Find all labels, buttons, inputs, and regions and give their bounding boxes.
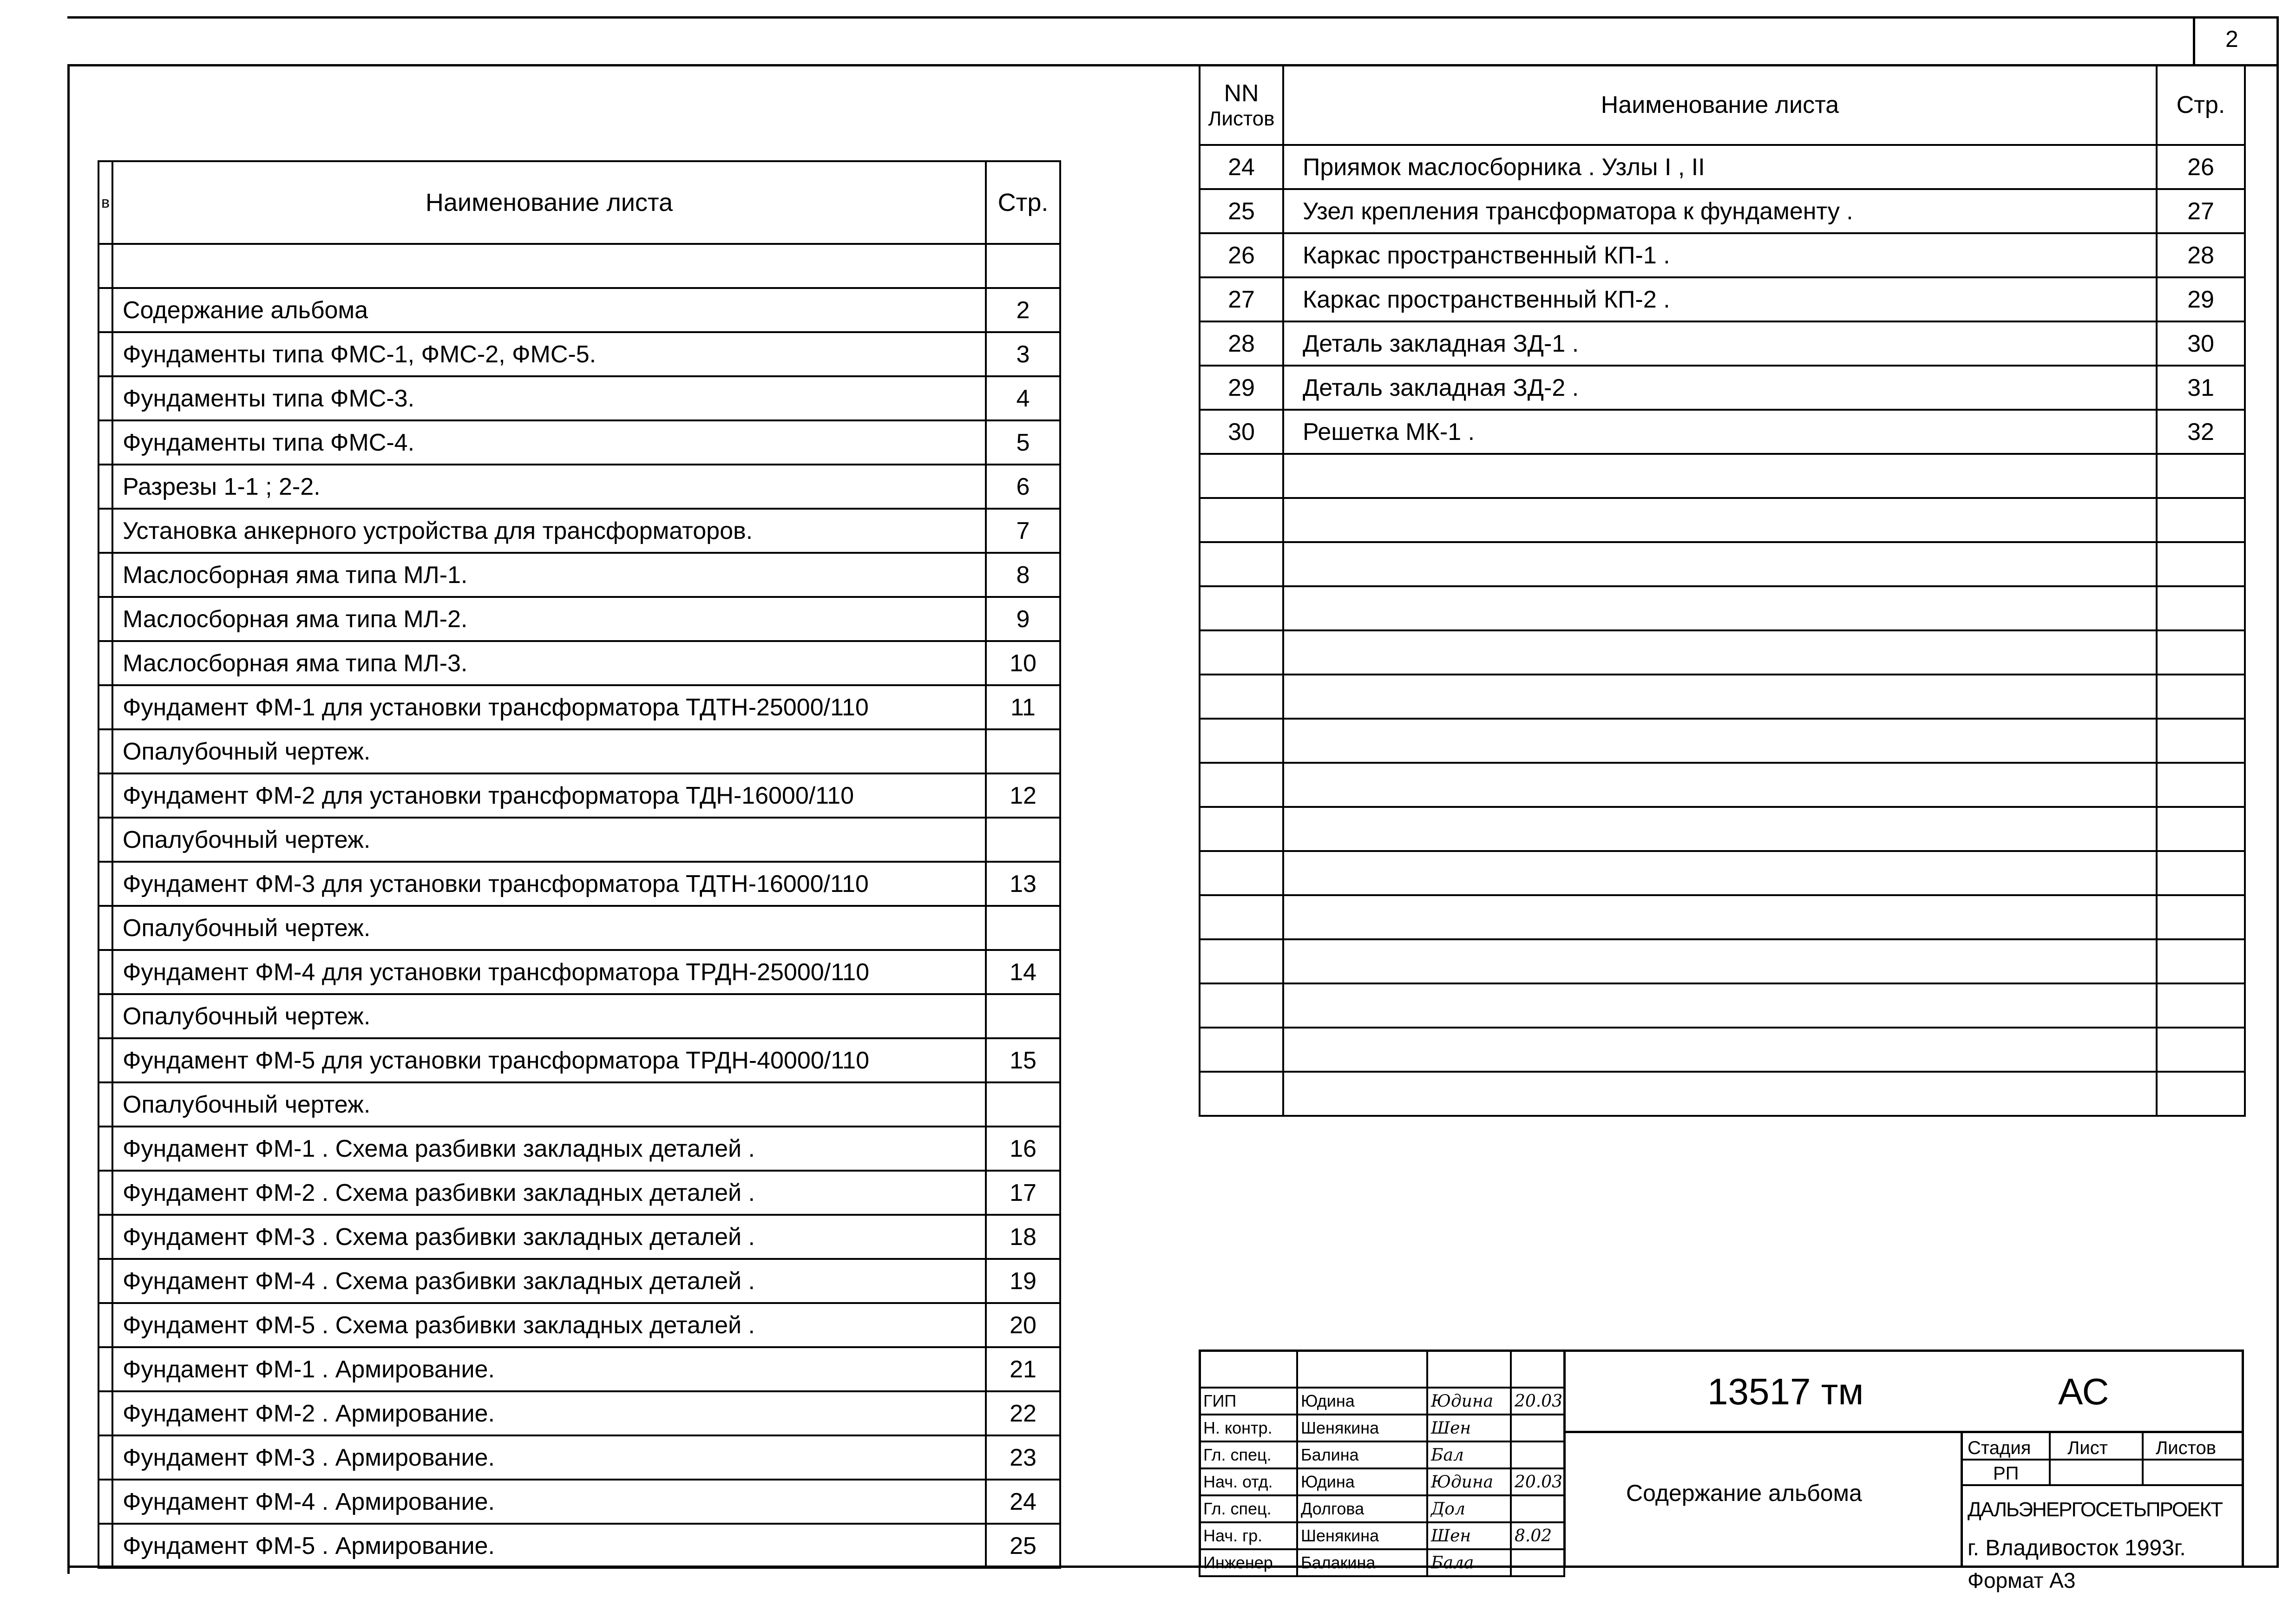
right-table-row: [1200, 321, 2245, 366]
title-block: [1199, 1350, 2244, 1572]
left-table-row: [98, 1215, 1060, 1259]
right-table-row: [1200, 851, 2245, 895]
left-row-page: 24: [986, 1480, 1060, 1524]
right-table-row: [1200, 542, 2245, 586]
left-table-row: [98, 818, 1060, 862]
right-row-num: [1200, 630, 1283, 675]
tb-stage-h1: [1961, 1459, 2244, 1461]
left-row-marker: [98, 1171, 112, 1215]
left-row-name: Содержание альбома: [112, 288, 986, 332]
signature-mark: Дол: [1427, 1495, 1511, 1522]
left-table-row: [98, 1303, 1060, 1347]
right-row-page: 29: [2157, 277, 2245, 321]
left-row-page: 22: [986, 1391, 1060, 1435]
right-table-row: [1200, 586, 2245, 630]
left-row-page: [986, 729, 1060, 773]
right-row-page: [2157, 454, 2245, 498]
left-row-marker: [98, 1082, 112, 1127]
signature-name: Долгова: [1297, 1495, 1427, 1522]
right-row-name: [1283, 851, 2157, 895]
right-row-num: [1200, 1028, 1283, 1072]
right-table-row: [1200, 233, 2245, 277]
right-row-name: Каркас пространственный КП-1 .: [1283, 233, 2157, 277]
signature-mark: Юдина: [1427, 1388, 1511, 1415]
left-row-marker: [98, 332, 112, 376]
left-table-row: [98, 1127, 1060, 1171]
signature-row: [1200, 1549, 1564, 1576]
signature-date: [1511, 1495, 1564, 1522]
right-row-page: 28: [2157, 233, 2245, 277]
right-row-num: [1200, 542, 1283, 586]
left-row-name: Фундамент ФМ-5 . Схема разбивки закладных деталей .: [112, 1303, 986, 1347]
left-row-name: Разрезы 1-1 ; 2-2.: [112, 465, 986, 509]
left-row-name: Фундамент ФМ-2 . Схема разбивки закладных деталей .: [112, 1171, 986, 1215]
right-row-name: [1283, 807, 2157, 851]
right-row-num: [1200, 895, 1283, 939]
left-row-page: 5: [986, 420, 1060, 465]
signature-row: [1200, 1415, 1564, 1441]
sheet-label: Лист: [2067, 1438, 2108, 1458]
left-row-page: 11: [986, 685, 1060, 729]
stage-label: Стадия: [1968, 1438, 2031, 1458]
signature-role: ГИП: [1200, 1388, 1297, 1415]
sig-top-v3: [1510, 1350, 1512, 1388]
format-label: Формат А3: [1968, 1568, 2076, 1592]
left-table-row: [98, 288, 1060, 332]
left-row-name: Установка анкерного устройства для трансформаторов.: [112, 509, 986, 553]
left-row-marker: [98, 553, 112, 597]
left-row-name: Фундамент ФМ-4 . Армирование.: [112, 1480, 986, 1524]
left-table-row: [98, 376, 1060, 420]
left-row-page: 15: [986, 1038, 1060, 1082]
right-table-row: [1200, 498, 2245, 542]
left-row-name: Фундамент ФМ-1 для установки трансформатора ТДТН-25000/110: [112, 685, 986, 729]
left-row-name: Фундамент ФМ-4 . Схема разбивки закладных деталей .: [112, 1259, 986, 1303]
right-row-page: 32: [2157, 410, 2245, 454]
left-table-row: [98, 244, 1060, 288]
left-row-name: Фундамент ФМ-1 . Схема разбивки закладных деталей .: [112, 1127, 986, 1171]
signature-table: [1199, 1387, 1565, 1577]
signature-date: 20.03: [1511, 1468, 1564, 1495]
right-row-name: Узел крепления трансформатора к фундаменту .: [1283, 189, 2157, 233]
left-table-row: [98, 465, 1060, 509]
signature-name: Шенякина: [1297, 1522, 1427, 1549]
right-row-num: [1200, 1072, 1283, 1116]
left-row-marker: [98, 597, 112, 641]
right-row-num: [1200, 939, 1283, 983]
left-contents-table: [98, 160, 1061, 1569]
left-row-page: 4: [986, 376, 1060, 420]
right-row-page: 26: [2157, 145, 2245, 189]
left-row-page: 7: [986, 509, 1060, 553]
left-row-marker: [98, 1215, 112, 1259]
left-row-marker: [98, 1347, 112, 1391]
left-row-name: Фундамент ФМ-3 . Схема разбивки закладных деталей .: [112, 1215, 986, 1259]
left-row-page: 16: [986, 1127, 1060, 1171]
left-table-row: [98, 332, 1060, 376]
left-row-page: 12: [986, 773, 1060, 818]
signature-role: Гл. спец.: [1200, 1495, 1297, 1522]
left-table-row: [98, 1391, 1060, 1435]
left-row-page: 20: [986, 1303, 1060, 1347]
signature-row: [1200, 1388, 1564, 1415]
left-row-page: 13: [986, 862, 1060, 906]
right-col-num-header-line1: NN: [1224, 80, 1259, 107]
left-row-page: 2: [986, 288, 1060, 332]
right-row-name: [1283, 939, 2157, 983]
left-row-marker: [98, 818, 112, 862]
left-row-name: Фундамент ФМ-2 . Армирование.: [112, 1391, 986, 1435]
left-row-page: [986, 906, 1060, 950]
right-row-page: [2157, 851, 2245, 895]
left-row-name: Фундамент ФМ-2 для установки трансформатора ТДН-16000/110: [112, 773, 986, 818]
left-row-name: Опалубочный чертеж.: [112, 906, 986, 950]
left-table-row: [98, 773, 1060, 818]
right-table-row: [1200, 366, 2245, 410]
right-row-name: Решетка МК-1 .: [1283, 410, 2157, 454]
right-row-num: 26: [1200, 233, 1283, 277]
signature-role: Гл. спец.: [1200, 1441, 1297, 1468]
left-row-page: 3: [986, 332, 1060, 376]
left-table-row: [98, 553, 1060, 597]
left-table-row: [98, 1347, 1060, 1391]
left-table-row: [98, 950, 1060, 994]
right-row-num: [1200, 807, 1283, 851]
right-row-name: [1283, 498, 2157, 542]
right-row-page: [2157, 763, 2245, 807]
signature-role: Инженер: [1200, 1549, 1297, 1576]
sig-top-v1: [1296, 1350, 1298, 1388]
left-row-page: 25: [986, 1524, 1060, 1568]
left-row-name: Фундамент ФМ-3 для установки трансформатора ТДТН-16000/110: [112, 862, 986, 906]
left-row-page: [986, 1082, 1060, 1127]
right-row-name: Деталь закладная ЗД-1 .: [1283, 321, 2157, 366]
right-row-name: Приямок маслосборника . Узлы I , II: [1283, 145, 2157, 189]
left-table-row: [98, 685, 1060, 729]
left-row-marker: [98, 773, 112, 818]
sheets-label: Листов: [2156, 1438, 2216, 1458]
left-row-marker: [98, 1435, 112, 1480]
right-row-num: [1200, 983, 1283, 1028]
left-row-page: 6: [986, 465, 1060, 509]
left-col-name-header: Наименование листа: [112, 161, 986, 244]
tb-stage-h2: [1961, 1484, 2244, 1486]
left-row-name: Фундамент ФМ-5 . Армирование.: [112, 1524, 986, 1568]
right-table-row: [1200, 189, 2245, 233]
left-table-row: [98, 729, 1060, 773]
left-row-marker: [98, 1259, 112, 1303]
right-table-row: [1200, 277, 2245, 321]
doc-title: Содержание альбома: [1626, 1480, 1862, 1506]
tb-right-v: [1961, 1431, 1963, 1568]
top-border-line: [67, 16, 2279, 19]
right-row-name: [1283, 763, 2157, 807]
left-col-page-header: Стр.: [986, 161, 1060, 244]
sig-top-v2: [1426, 1350, 1428, 1388]
left-row-marker: [98, 1303, 112, 1347]
signature-row: [1200, 1522, 1564, 1549]
left-row-marker: [98, 685, 112, 729]
right-row-name: [1283, 895, 2157, 939]
left-row-marker: [98, 729, 112, 773]
left-row-name: Опалубочный чертеж.: [112, 818, 986, 862]
left-row-marker: [98, 465, 112, 509]
left-table-row: [98, 1524, 1060, 1568]
left-row-name: Фундамент ФМ-3 . Армирование.: [112, 1435, 986, 1480]
right-row-num: 25: [1200, 189, 1283, 233]
right-table-row: [1200, 763, 2245, 807]
right-row-num: 28: [1200, 321, 1283, 366]
right-row-page: [2157, 983, 2245, 1028]
left-row-marker: [98, 641, 112, 685]
left-row-marker: [98, 509, 112, 553]
left-row-name: Фундаменты типа ФМС-1, ФМС-2, ФМС-5.: [112, 332, 986, 376]
right-row-num: [1200, 586, 1283, 630]
signature-date: [1511, 1415, 1564, 1441]
right-row-name: [1283, 1072, 2157, 1116]
frame-left-line: [67, 64, 70, 1574]
signature-row: [1200, 1495, 1564, 1522]
signature-date: 20.03: [1511, 1388, 1564, 1415]
right-row-name: Деталь закладная ЗД-2 .: [1283, 366, 2157, 410]
left-row-name: Фундаменты типа ФМС-3.: [112, 376, 986, 420]
left-row-page: 19: [986, 1259, 1060, 1303]
right-col-name-header: Наименование листа: [1283, 65, 2157, 145]
right-row-page: [2157, 719, 2245, 763]
left-row-page: [986, 994, 1060, 1038]
left-row-marker: [98, 1127, 112, 1171]
right-table-row: [1200, 895, 2245, 939]
left-row-name: Фундаменты типа ФМС-4.: [112, 420, 986, 465]
right-contents-table: [1199, 64, 2246, 1117]
company-name: ДАЛЬЭНЕРГОСЕТЬПРОЕКТ: [1968, 1498, 2223, 1521]
right-row-page: 27: [2157, 189, 2245, 233]
signature-name: Юдина: [1297, 1468, 1427, 1495]
signature-role: Нач. гр.: [1200, 1522, 1297, 1549]
signature-mark: Шен: [1427, 1522, 1511, 1549]
left-row-page: [986, 818, 1060, 862]
right-row-num: [1200, 763, 1283, 807]
right-table-row: [1200, 145, 2245, 189]
city-year: г. Владивосток 1993г.: [1968, 1536, 2186, 1560]
left-row-name: [112, 244, 986, 288]
sig-top-v4: [1563, 1350, 1566, 1568]
right-row-name: [1283, 983, 2157, 1028]
left-row-page: 18: [986, 1215, 1060, 1259]
left-row-page: 14: [986, 950, 1060, 994]
signature-row: [1200, 1441, 1564, 1468]
right-row-num: [1200, 498, 1283, 542]
left-row-page: 17: [986, 1171, 1060, 1215]
left-table-row: [98, 1038, 1060, 1082]
left-row-page: 21: [986, 1347, 1060, 1391]
right-row-num: [1200, 675, 1283, 719]
left-row-name: Опалубочный чертеж.: [112, 729, 986, 773]
right-table-row: [1200, 1028, 2245, 1072]
tb-stage-v2: [2142, 1431, 2144, 1485]
right-row-num: 29: [1200, 366, 1283, 410]
signature-row: [1200, 1468, 1564, 1495]
signature-name: Юдина: [1297, 1388, 1427, 1415]
right-table-row: [1200, 939, 2245, 983]
right-row-num: [1200, 454, 1283, 498]
signature-role: Нач. отд.: [1200, 1468, 1297, 1495]
right-col-num-header: [1200, 65, 1283, 145]
left-row-page: 23: [986, 1435, 1060, 1480]
right-table-row: [1200, 630, 2245, 675]
right-row-name: [1283, 454, 2157, 498]
signature-date: [1511, 1441, 1564, 1468]
left-row-name: Опалубочный чертеж.: [112, 1082, 986, 1127]
left-row-page: 8: [986, 553, 1060, 597]
left-row-name: Маслосборная яма типа МЛ-1.: [112, 553, 986, 597]
left-row-name: Опалубочный чертеж.: [112, 994, 986, 1038]
right-row-page: 31: [2157, 366, 2245, 410]
left-table-row: [98, 1171, 1060, 1215]
right-row-name: [1283, 1028, 2157, 1072]
left-row-name: Маслосборная яма типа МЛ-2.: [112, 597, 986, 641]
signature-mark: Бал: [1427, 1441, 1511, 1468]
left-row-marker: [98, 994, 112, 1038]
left-table-row: [98, 862, 1060, 906]
left-table-row: [98, 1082, 1060, 1127]
left-table-row: [98, 1259, 1060, 1303]
tb-stage-v1: [2049, 1431, 2051, 1485]
right-table-row: [1200, 675, 2245, 719]
right-row-page: [2157, 675, 2245, 719]
left-row-page: 9: [986, 597, 1060, 641]
left-row-page: 10: [986, 641, 1060, 685]
left-row-marker: [98, 420, 112, 465]
signature-name: Шенякина: [1297, 1415, 1427, 1441]
left-row-marker: [98, 1391, 112, 1435]
right-row-page: [2157, 939, 2245, 983]
left-row-marker: [98, 950, 112, 994]
right-table-row: [1200, 983, 2245, 1028]
right-row-page: [2157, 586, 2245, 630]
right-row-num: 30: [1200, 410, 1283, 454]
left-row-name: Фундамент ФМ-5 для установки трансформатора ТРДН-40000/110: [112, 1038, 986, 1082]
left-table-row: [98, 597, 1060, 641]
signature-name: Балакина: [1297, 1549, 1427, 1576]
right-row-page: [2157, 807, 2245, 851]
right-col-page-header: Стр.: [2157, 65, 2245, 145]
right-row-num: [1200, 719, 1283, 763]
stage-value: РП: [1993, 1463, 2019, 1484]
left-row-name: Фундамент ФМ-4 для установки трансформатора ТРДН-25000/110: [112, 950, 986, 994]
right-row-page: [2157, 542, 2245, 586]
right-row-name: [1283, 630, 2157, 675]
left-row-marker: [98, 1038, 112, 1082]
right-row-page: [2157, 1072, 2245, 1116]
doc-mark: АС: [2058, 1371, 2109, 1412]
right-row-page: [2157, 498, 2245, 542]
left-row-marker: [98, 244, 112, 288]
right-row-page: 30: [2157, 321, 2245, 366]
signature-mark: Бала: [1427, 1549, 1511, 1576]
right-row-page: [2157, 1028, 2245, 1072]
left-table-row: [98, 994, 1060, 1038]
left-table-row: [98, 420, 1060, 465]
right-row-num: [1200, 851, 1283, 895]
left-row-marker: [98, 906, 112, 950]
signature-role: Н. контр.: [1200, 1415, 1297, 1441]
left-row-marker: [98, 1524, 112, 1568]
doc-code: 13517 тм: [1707, 1371, 1864, 1412]
right-table-row: [1200, 719, 2245, 763]
right-table-row: [1200, 410, 2245, 454]
left-table-row: [98, 1435, 1060, 1480]
left-row-marker: [98, 862, 112, 906]
signature-name: Балина: [1297, 1441, 1427, 1468]
right-row-page: [2157, 895, 2245, 939]
right-row-name: [1283, 675, 2157, 719]
right-row-num: 27: [1200, 277, 1283, 321]
sheet-number: 2: [2225, 26, 2238, 52]
right-row-name: Каркас пространственный КП-2 .: [1283, 277, 2157, 321]
left-row-marker: [98, 376, 112, 420]
right-col-num-header-line2: Листов: [1208, 107, 1275, 130]
signature-mark: Шен: [1427, 1415, 1511, 1441]
signature-mark: Юдина: [1427, 1468, 1511, 1495]
right-table-row: [1200, 807, 2245, 851]
right-table-row: [1200, 1072, 2245, 1116]
right-row-page: [2157, 630, 2245, 675]
left-table-row: [98, 641, 1060, 685]
right-row-name: [1283, 542, 2157, 586]
frame-right-line: [2276, 16, 2279, 1568]
left-table-row: [98, 1480, 1060, 1524]
left-row-page: [986, 244, 1060, 288]
right-table-row: [1200, 454, 2245, 498]
left-row-name: Фундамент ФМ-1 . Армирование.: [112, 1347, 986, 1391]
left-row-marker: [98, 1480, 112, 1524]
signature-date: 8.02: [1511, 1522, 1564, 1549]
right-row-name: [1283, 719, 2157, 763]
left-table-row: [98, 509, 1060, 553]
left-col-num-header: в: [98, 161, 112, 244]
signature-date: [1511, 1549, 1564, 1576]
left-table-row: [98, 906, 1060, 950]
left-row-name: Маслосборная яма типа МЛ-3.: [112, 641, 986, 685]
left-row-marker: [98, 288, 112, 332]
right-row-name: [1283, 586, 2157, 630]
right-row-num: 24: [1200, 145, 1283, 189]
